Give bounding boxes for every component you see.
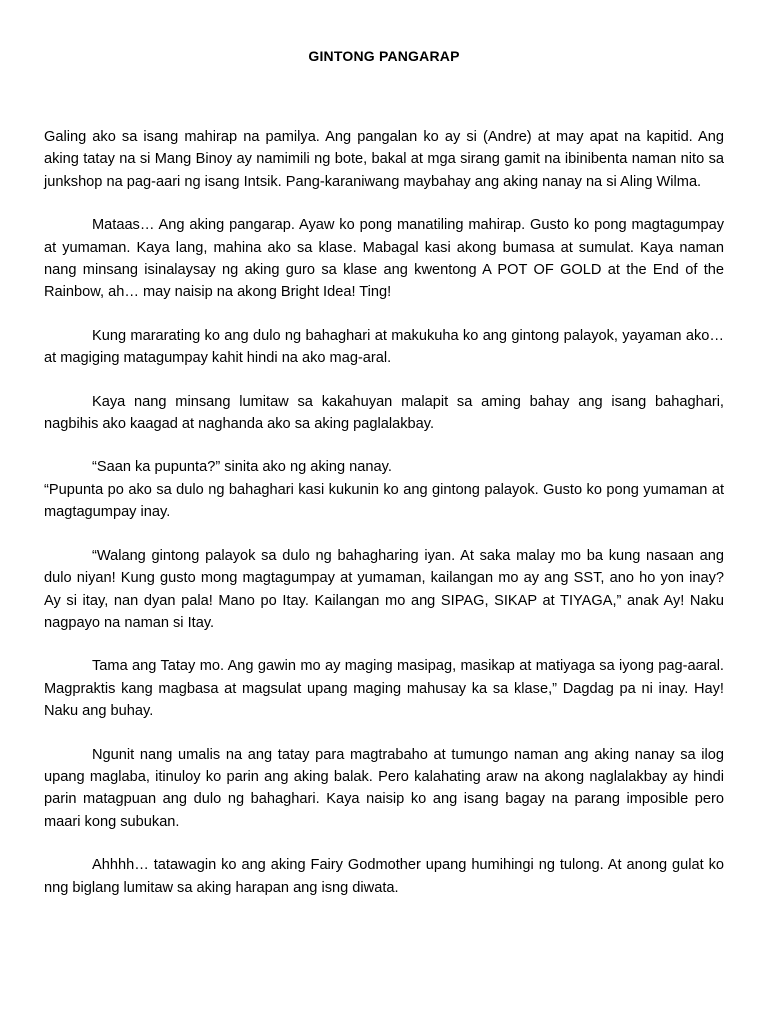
paragraph-1: Galing ako sa isang mahirap na pamilya. Ang pangalan ko ay si (Andre) at may apat na kapitid. Ang aking tatay na si Mang Binoy ay namimili ng bote, bakal at mga sirang gamit na ibinibenta naman nito sa junkshop na pag-aari ng isang Intsik. Pang-karaniwang maybahay ang aking nanay na si Aling Wilma. [44,129,724,190]
paragraph-9: Ngunit nang umalis na ang tatay para magtrabaho at tumungo naman ang aking nanay sa ilog upang maglaba, itinuloy ko parin ang aking balak. Pero kalahating araw na akong naglalakbay ay hindi parin matagpuan ang dulo ng bahaghari. Kaya naisip ko ang isang bagay na parang imposible pero maari kong subukan. [44,746,724,830]
paragraph-7: “Walang gintong palayok sa dulo ng bahagharing iyan. At saka malay mo ba kung nasaan ang dulo niyan! Kung gusto mong magtagumpay at yumaman, kailangan mo ay ang SST, ano ho yon inay? Ay si itay, nan dyan pala! Mano po Itay. Kailangan mo ang SIPAG, SIKAP at TIYAGA,” anak Ay! Naku nagpayo na naman si Itay. [44,547,724,631]
paragraph-8: Tama ang Tatay mo. Ang gawin mo ay maging masipag, masikap at matiyaga sa iyong pag-aaral. Magpraktis kang magbasa at magsulat upang maging mahusay ka sa klase,” Dagdag pa ni inay. Hay! Naku ang buhay. [44,658,724,720]
paragraph-10: Ahhhh… tatawagin ko ang aking Fairy Godmother upang humihingi ng tulong. At anong gulat ko nng biglang lumitaw sa aking harapan ang isng diwata. [44,857,724,896]
paragraph-5: “Saan ka pupunta?” sinita ako ng aking nanay. [92,459,392,476]
paragraph-3: Kung mararating ko ang dulo ng bahaghari at makukuha ko ang gintong palayok, yayaman ako… at magiging matagumpay kahit hindi na ako mag-aral. [44,327,724,367]
paragraph-6: “Pupunta po ako sa dulo ng bahaghari kasi kukunin ko ang gintong palayok. Gusto ko pong yumaman at magtagumpay inay. [44,481,724,521]
document-title: GINTONG PANGARAP [308,48,460,64]
paragraph-2: Mataas… Ang aking pangarap. Ayaw ko pong manatiling mahirap. Gusto ko pong magtagumpay at yumaman. Kaya lang, mahina ako sa klase. Mabagal kasi akong bumasa at sumulat. Kaya naman nang minsang isinalaysay ng aking guro sa klase ang kwentong A POT OF GOLD at the End of the Rainbow, ah… may naisip na akong Bright Idea! Ting! [44,217,724,301]
paragraph-4: Kaya nang minsang lumitaw sa kakahuyan malapit sa aming bahay ang isang bahaghari, nagbihis ako kaagad at naghanda ako sa aking paglalakbay. [44,393,724,433]
